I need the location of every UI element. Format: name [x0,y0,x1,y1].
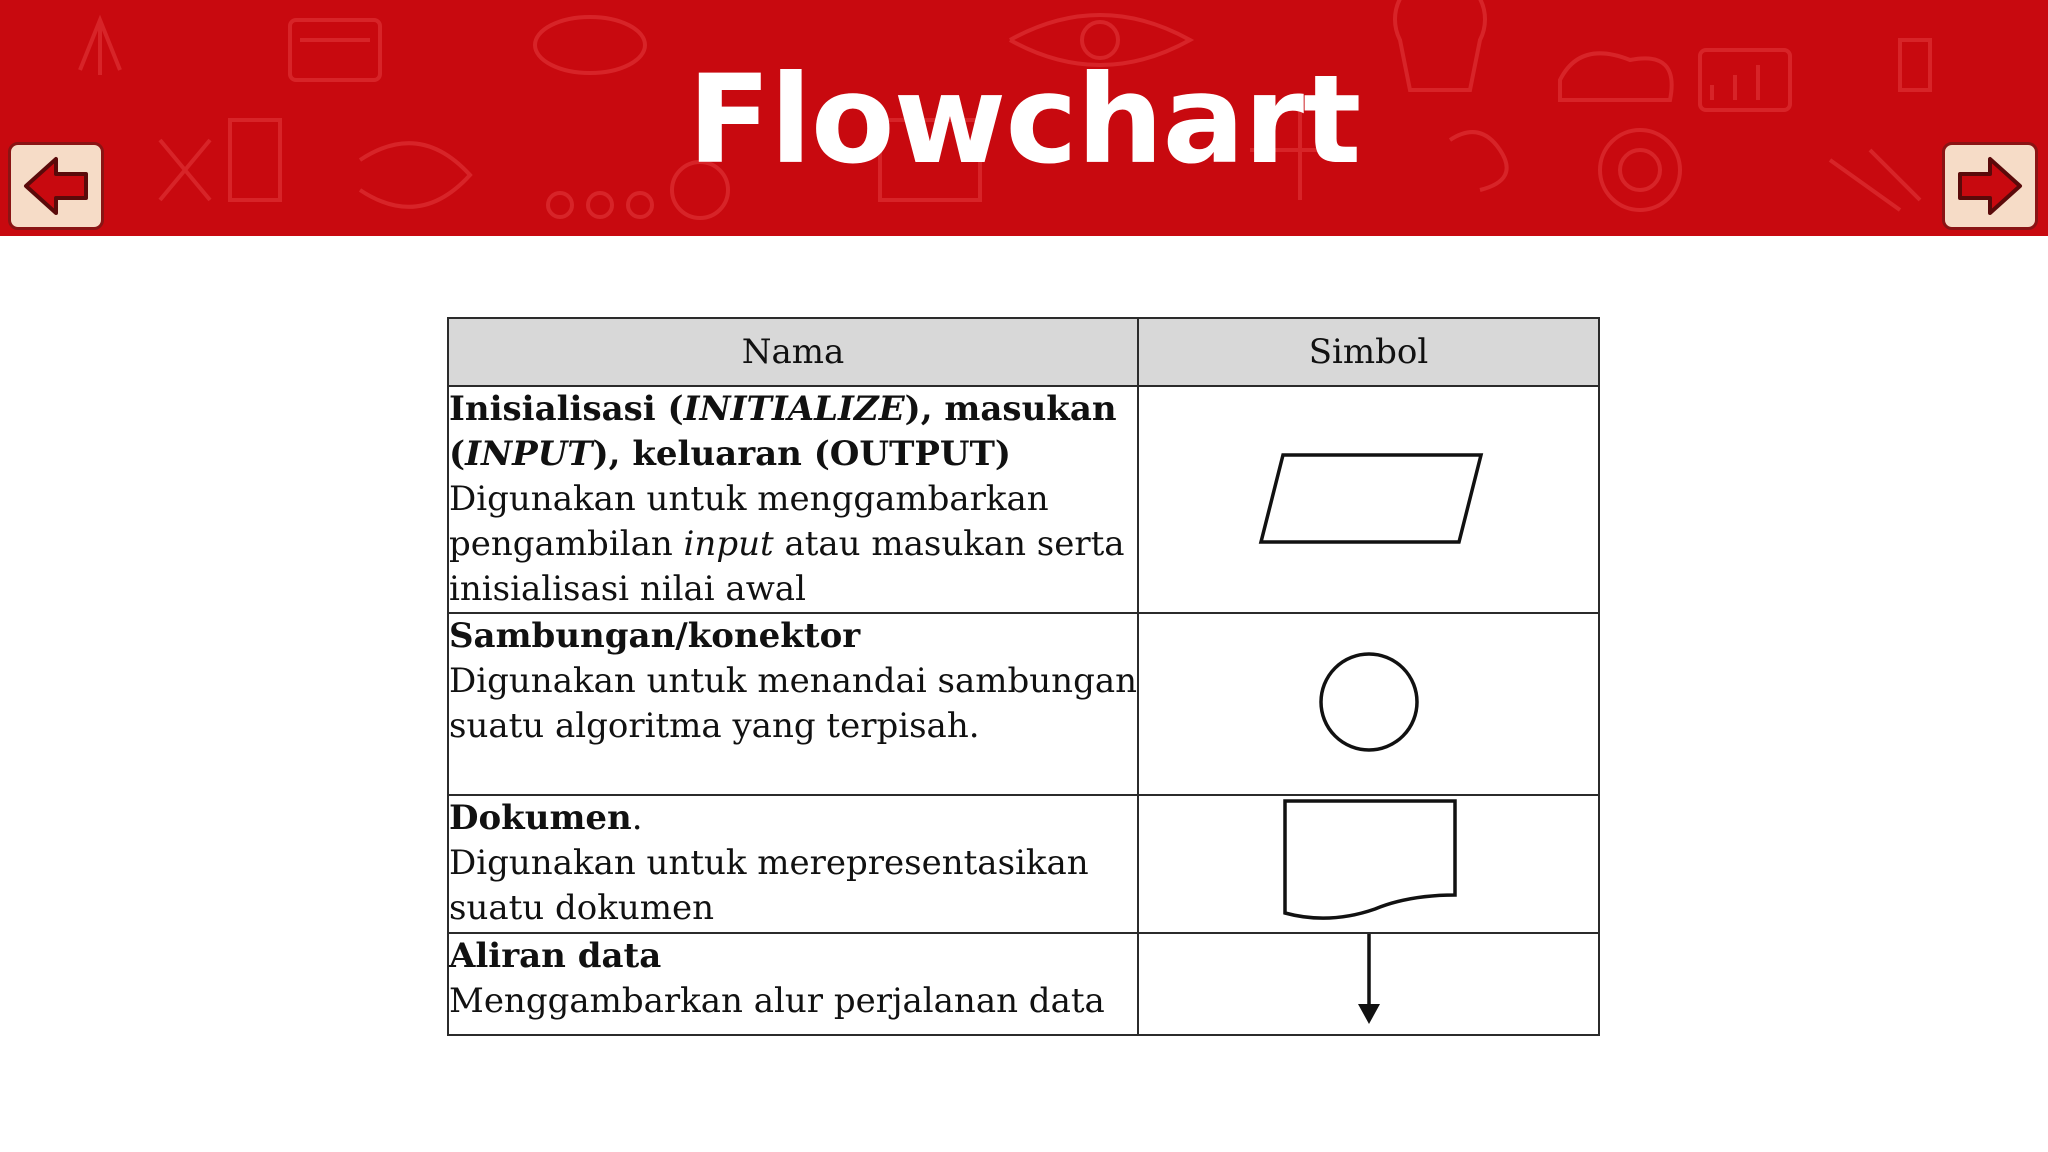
name-cell [448,795,1138,933]
symbol-cell [1138,933,1599,1035]
column-header-symbol: Simbol [1138,318,1599,386]
document-symbol [1279,797,1459,927]
table-row [448,386,1599,613]
parallelogram-symbol [1249,448,1489,548]
symbol-cell [1138,613,1599,795]
row-title: Aliran data [449,936,662,976]
next-slide-button[interactable] [1942,142,2038,230]
name-cell [448,933,1138,1035]
previous-slide-button[interactable] [8,142,104,230]
column-header-name: Nama [448,318,1138,386]
page-title: Flowchart [687,49,1361,191]
row-title: Inisialisasi (INITIALIZE), masukan (INPUT), keluaran (OUTPUT) [449,389,1117,474]
table-row [448,795,1599,933]
name-cell [448,386,1138,613]
row-title: Sambungan/konektor [449,616,861,656]
arrow-left-icon [22,155,90,217]
row-description: Digunakan untuk merepresentasikan suatu dokumen [449,843,1089,928]
row-description: Menggambarkan alur perjalanan data [449,981,1105,1021]
table-row [448,933,1599,1035]
symbol-cell [1138,795,1599,933]
header-banner [0,0,2048,236]
row-title: Dokumen. [449,798,643,838]
arrow-down-symbol [1349,934,1389,1030]
row-description: Digunakan untuk menandai sambungan suatu algoritma yang terpisah. [449,661,1137,746]
connector-circle-symbol [1314,647,1424,757]
name-cell [448,613,1138,795]
flowchart-symbol-table [447,317,1598,1036]
table-header-row [448,318,1599,386]
row-description: Digunakan untuk menggambarkan pengambilan input atau masukan serta inisialisasi nilai awal [449,479,1125,609]
table-row [448,613,1599,795]
arrow-right-icon [1956,155,2024,217]
symbol-cell [1138,386,1599,613]
